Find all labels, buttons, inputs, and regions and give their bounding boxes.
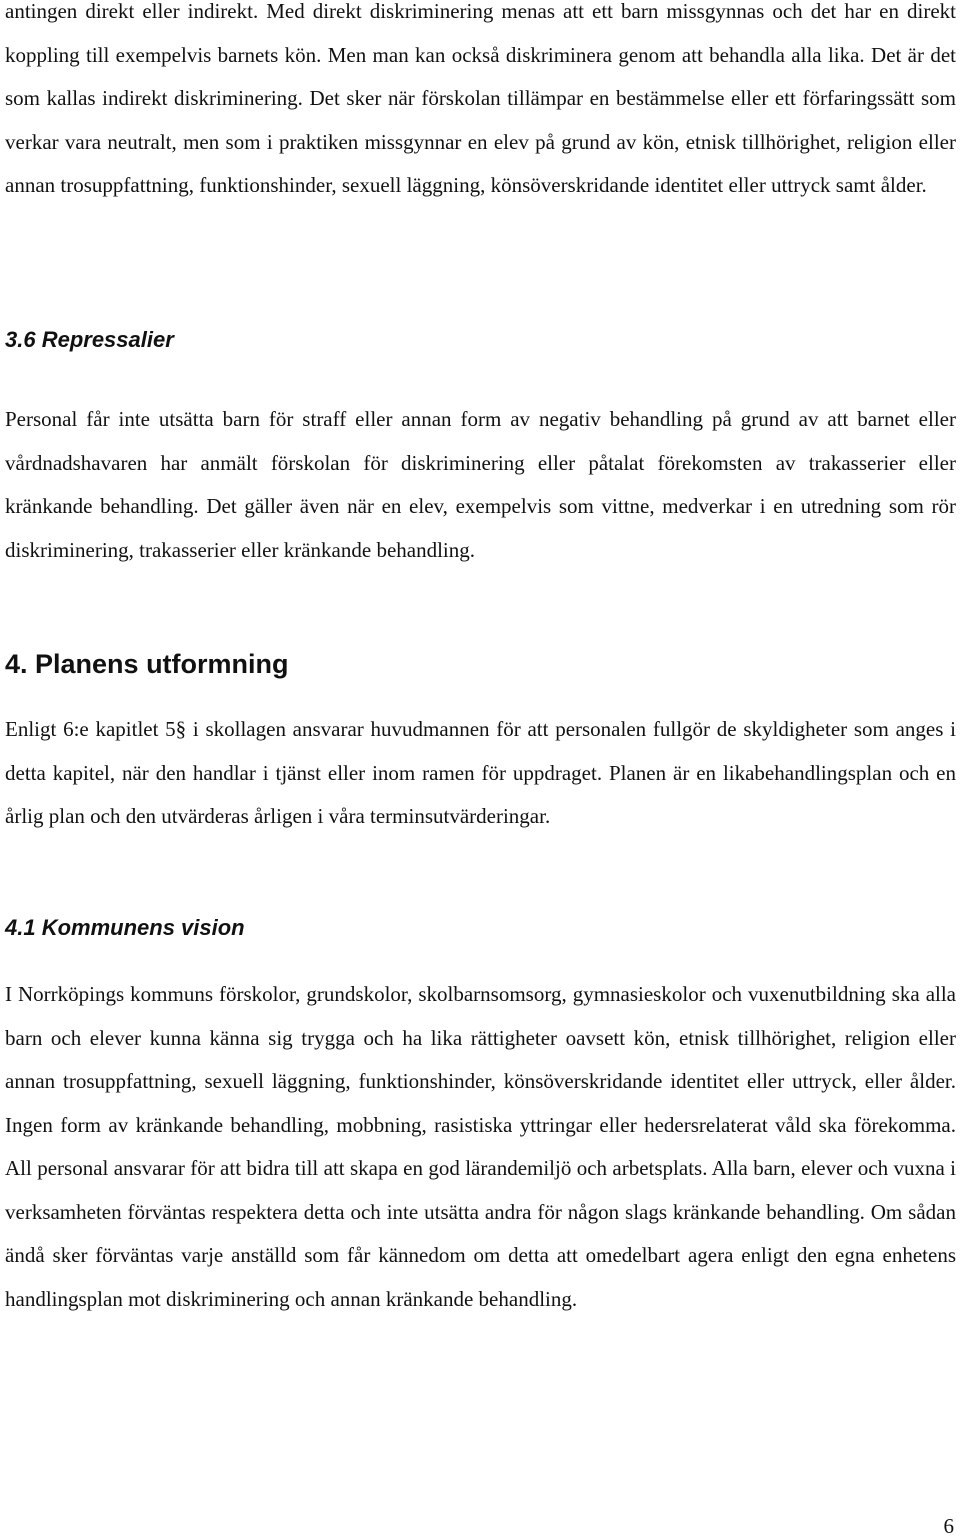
paragraph-kommunens-vision: I Norrköpings kommuns förskolor, grundskolor, skolbarnsomsorg, gymnasieskolor och vuxenutbildning ska alla barn och elever kunna känna sig trygga och ha lika rättigheter oavsett kön, etnisk tillhörighet, religion eller annan trosuppfattning, sexuell läggning, funktionshinder, könsöverskridande identitet eller uttryck, eller ålder. Ingen form av kränkande behandling, mobbning, rasistiska yttringar eller hedersrelaterat våld ska förekomma. All personal ansvarar för att bidra till att skapa en god lärandemiljö och arbetsplats. Alla barn, elever och vuxna i verksamheten förväntas respektera detta och inte utsätta andra för någon slags kränkande behandling. Om sådan ändå sker förväntas varje anställd som får kännedom om detta att omedelbart agera enligt den egna enhetens handlingsplan mot diskriminering och annan kränkande behandling. (5, 982, 956, 1311)
paragraph-indirect-discrimination: antingen direkt eller indirekt. Med direkt diskriminering menas att ett barn missgynnas och det har en direkt koppling till exempelvis barnets kön. Men man kan också diskriminera genom att behandla alla lika. Det är det som kallas indirekt diskriminering. Det sker när förskolan tillämpar en bestämmelse eller ett förfaringssätt som verkar vara neutralt, men som i praktiken missgynnar en elev på grund av kön, etnisk tillhörighet, religion eller annan trosuppfattning, funktionshinder, sexuell läggning, könsöverskridande identitet eller uttryck samt ålder. (5, 0, 956, 197)
paragraph-planens-utformning: Enligt 6:e kapitlet 5§ i skollagen ansvarar huvudmannen för att personalen fullgör de skyldigheter som anges i detta kapitel, när den handlar i tjänst eller inom ramen för uppdraget. Planen är en likabehandlingsplan och en årlig plan och den utvärderas årligen i våra terminsutvärderingar. (5, 717, 956, 828)
paragraph-repressalier: Personal får inte utsätta barn för straff eller annan form av negativ behandling på grund av att barnet eller vårdnadshavaren har anmält förskolan för diskriminering eller påtalat förekomsten av trakasserier eller kränkande behandling. Det gäller även när en elev, exempelvis som vittne, medverkar i en utredning som rör diskriminering, trakasserier eller kränkande behandling. (5, 407, 956, 562)
page-number: 6 (943, 1514, 954, 1538)
heading-planens-utformning: 4. Planens utformning (5, 649, 289, 679)
heading-repressalier: 3.6 Repressalier (5, 327, 174, 352)
heading-kommunens-vision: 4.1 Kommunens vision (5, 915, 245, 940)
